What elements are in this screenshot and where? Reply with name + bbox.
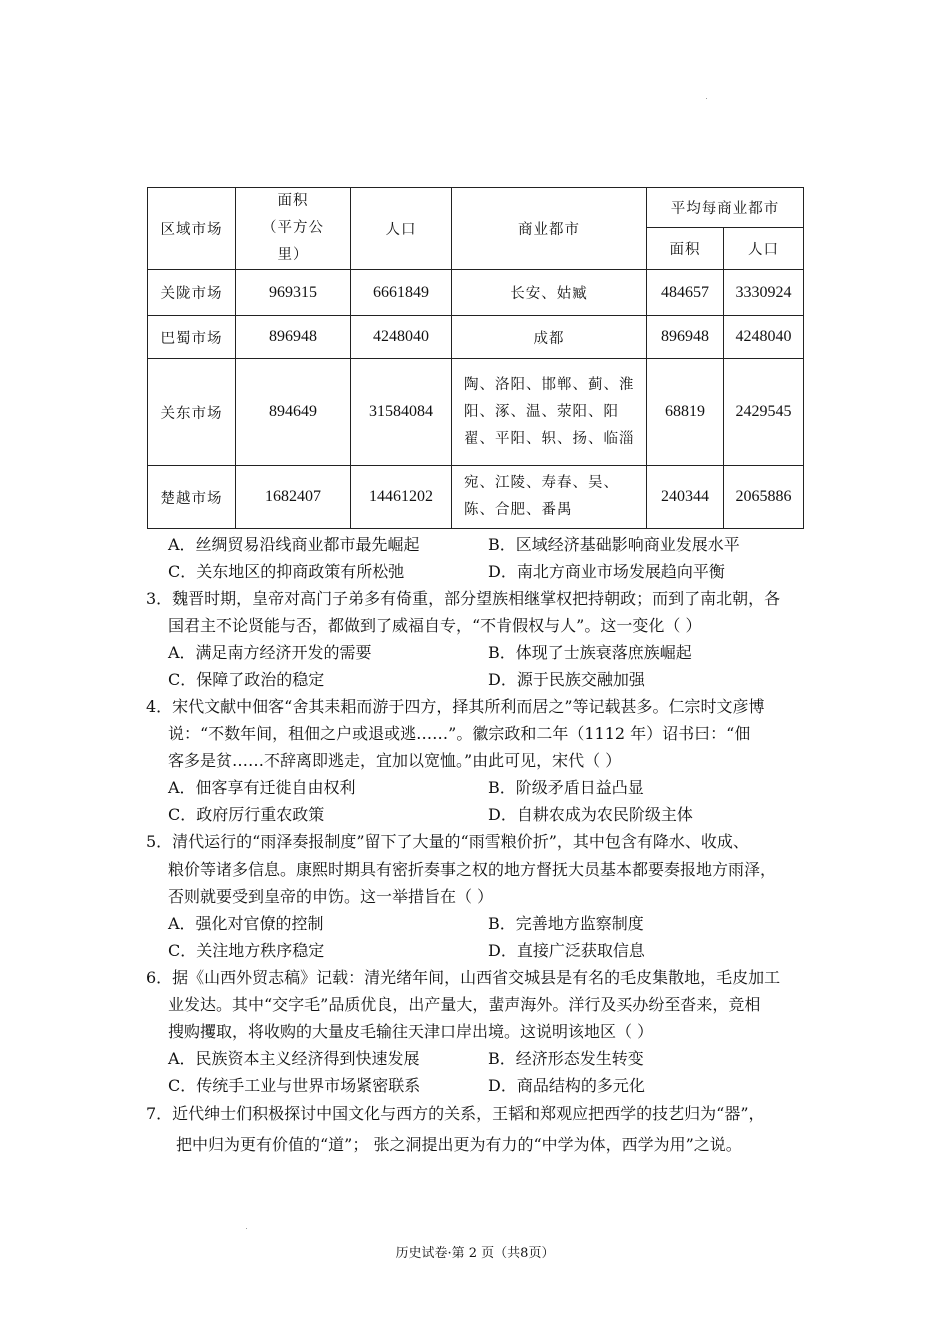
table-row: 关陇市场 969315 6661849 长安、姑臧 484657 3330924	[148, 270, 804, 316]
q6-option-a: A．民族资本主义经济得到快速发展	[168, 1049, 420, 1068]
q6-stem-line2: 业发达。其中“交字毛”品质优良，出产量大，蜚声海外。洋行及买办纷至沓来，竞相	[168, 995, 761, 1014]
header-area: 面积 （平方公 里）	[236, 188, 351, 270]
header-population: 人口	[351, 188, 452, 270]
q2-option-d: D．南北方商业市场发展趋向平衡	[488, 562, 725, 581]
q5-stem-line1: 5．清代运行的“雨泽奏报制度”留下了大量的“雨雪粮价折”，其中包含有降水、收成、	[146, 832, 749, 851]
header-average-group: 平均每商业都市	[647, 188, 804, 228]
q6-stem-line1: 6．据《山西外贸志稿》记载：清光绪年间，山西省交城县是有名的毛皮集散地，毛皮加工	[146, 968, 781, 987]
q6-option-d: D．商品结构的多元化	[488, 1076, 645, 1095]
q2-option-c: C．关东地区的抑商政策有所松弛	[168, 562, 405, 581]
q3-option-a: A．满足南方经济开发的需要	[168, 643, 372, 662]
q5-option-b: B．完善地方监察制度	[488, 914, 644, 933]
q2-option-a: A．丝绸贸易沿线商业都市最先崛起	[168, 535, 420, 554]
q7-stem-line1: 7．近代绅士们积极探讨中国文化与西方的关系，王韬和郑观应把西学的技艺归为“器”，	[146, 1104, 765, 1123]
table-header-row	[148, 188, 804, 228]
q3-option-d: D．源于民族交融加强	[488, 670, 645, 689]
q7-stem-line2: 把中归为更有价值的“道”； 张之洞提出更为有力的“中学为体，西学为用”之说。	[176, 1135, 742, 1154]
q6-option-b: B．经济形态发生转变	[488, 1049, 644, 1068]
q4-option-c: C．政府厉行重农政策	[168, 805, 325, 824]
q4-option-a: A．佃客享有迁徙自由权利	[168, 778, 356, 797]
table-row: 楚越市场 1682407 14461202 宛、江陵、寿春、吴、陈、合肥、番禺 240344 2065886	[148, 466, 804, 529]
q4-option-b: B．阶级矛盾日益凸显	[488, 778, 644, 797]
q4-stem-line1: 4．宋代文献中佃客“舍其耒耜而游于四方，择其所利而居之”等记载甚多。仁宗时文彦博	[146, 697, 765, 716]
q6-option-c: C．传统手工业与世界市场紧密联系	[168, 1076, 421, 1095]
page-footer: 历史试卷·第 2 页（共8页）	[395, 1246, 555, 1261]
scan-speck	[706, 98, 707, 99]
q5-stem-line2: 粮价等诸多信息。康熙时期具有密折奏事之权的地方督抚大员基本都要奏报地方雨泽，	[168, 860, 777, 879]
q4-option-d: D．自耕农成为农民阶级主体	[488, 805, 693, 824]
q4-stem-line3: 客多是贫……不辞离即逃走，宜加以宽恤。”由此可见，宋代（ ）	[168, 751, 622, 770]
q3-option-b: B．体现了士族衰落庶族崛起	[488, 643, 692, 662]
q3-option-c: C．保障了政治的稳定	[168, 670, 325, 689]
q5-option-a: A．强化对官僚的控制	[168, 914, 324, 933]
q6-stem-line3: 搜购攫取，将收购的大量皮毛输往天津口岸出境。这说明该地区（ ）	[168, 1022, 654, 1041]
header-region: 区域市场	[148, 188, 236, 270]
q2-option-b: B．区域经济基础影响商业发展水平	[488, 535, 740, 554]
table-row: 巴蜀市场 896948 4248040 成都 896948 4248040	[148, 316, 804, 359]
header-avg-population: 人口	[724, 228, 804, 270]
scan-speck	[246, 1228, 247, 1229]
q5-option-c: C．关注地方秩序稳定	[168, 941, 325, 960]
q5-stem-line3: 否则就要受到皇帝的申饬。这一举措旨在（ ）	[168, 887, 494, 906]
q3-stem-line1: 3．魏晋时期，皇帝对高门子弟多有倚重，部分望族相继掌权把持朝政；而到了南北朝，各	[146, 589, 781, 608]
market-table	[147, 187, 804, 529]
q3-stem-line2: 国君主不论贤能与否，都做到了威福自专，“不肯假权与人”。这一变化（ ）	[168, 616, 702, 635]
header-cities: 商业都市	[452, 188, 647, 270]
table-row: 关东市场 894649 31584084 陶、洛阳、邯郸、蓟、淮阳、涿、温、荥阳、阳翟、平阳、轵、扬、临淄 68819 2429545	[148, 359, 804, 466]
header-avg-area: 面积	[647, 228, 724, 270]
q5-option-d: D．直接广泛获取信息	[488, 941, 645, 960]
q4-stem-line2: 说：“不数年间，租佃之户或退或逃……”。徽宗政和二年（1112 年）诏书曰：“佃	[168, 724, 751, 743]
